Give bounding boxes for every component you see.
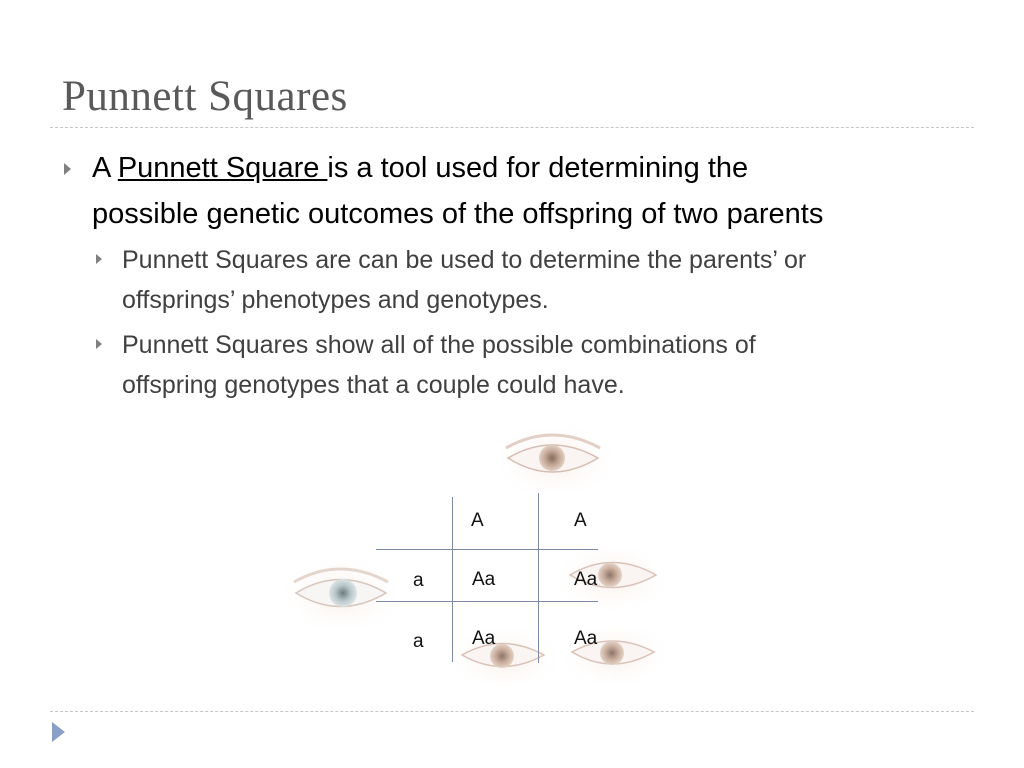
grid-line: [538, 493, 539, 663]
top-allele: A: [471, 510, 484, 531]
grid-line: [452, 497, 453, 662]
punnett-square-link[interactable]: Punnett Square: [117, 152, 328, 184]
slide-title: Punnett Squares: [62, 73, 348, 120]
grid-line: [376, 601, 598, 602]
footer-divider: [50, 711, 974, 712]
next-slide-icon[interactable]: [52, 722, 65, 742]
genotype-cell: Aa: [472, 628, 496, 649]
sub-bullet-2-line2: offspring genotypes that a couple could have.: [122, 371, 625, 399]
genotype-cell: Aa: [574, 569, 598, 590]
eye-icon: [500, 425, 610, 495]
genotype-cell: Aa: [574, 628, 598, 649]
eye-icon: [455, 628, 555, 688]
top-allele: A: [574, 510, 587, 531]
grid-line: [376, 549, 598, 550]
side-allele: a: [413, 631, 424, 652]
side-allele: a: [413, 570, 424, 591]
sub-bullet-1-line1: Punnett Squares are can be used to determine the parents’ or: [122, 246, 807, 274]
bullet-main-line2: possible genetic outcomes of the offspring of two parents: [92, 198, 824, 230]
eye-icon: [286, 560, 396, 630]
sub-bullet-1-line2: offsprings’ phenotypes and genotypes.: [122, 286, 549, 314]
sub-bullet-2-line1: Punnett Squares show all of the possible combinations of: [122, 331, 756, 359]
bullet-main-rest: is a tool used for determining the: [327, 152, 749, 184]
genotype-cell: Aa: [472, 569, 496, 590]
bullet-main-prefix: A: [92, 152, 118, 184]
